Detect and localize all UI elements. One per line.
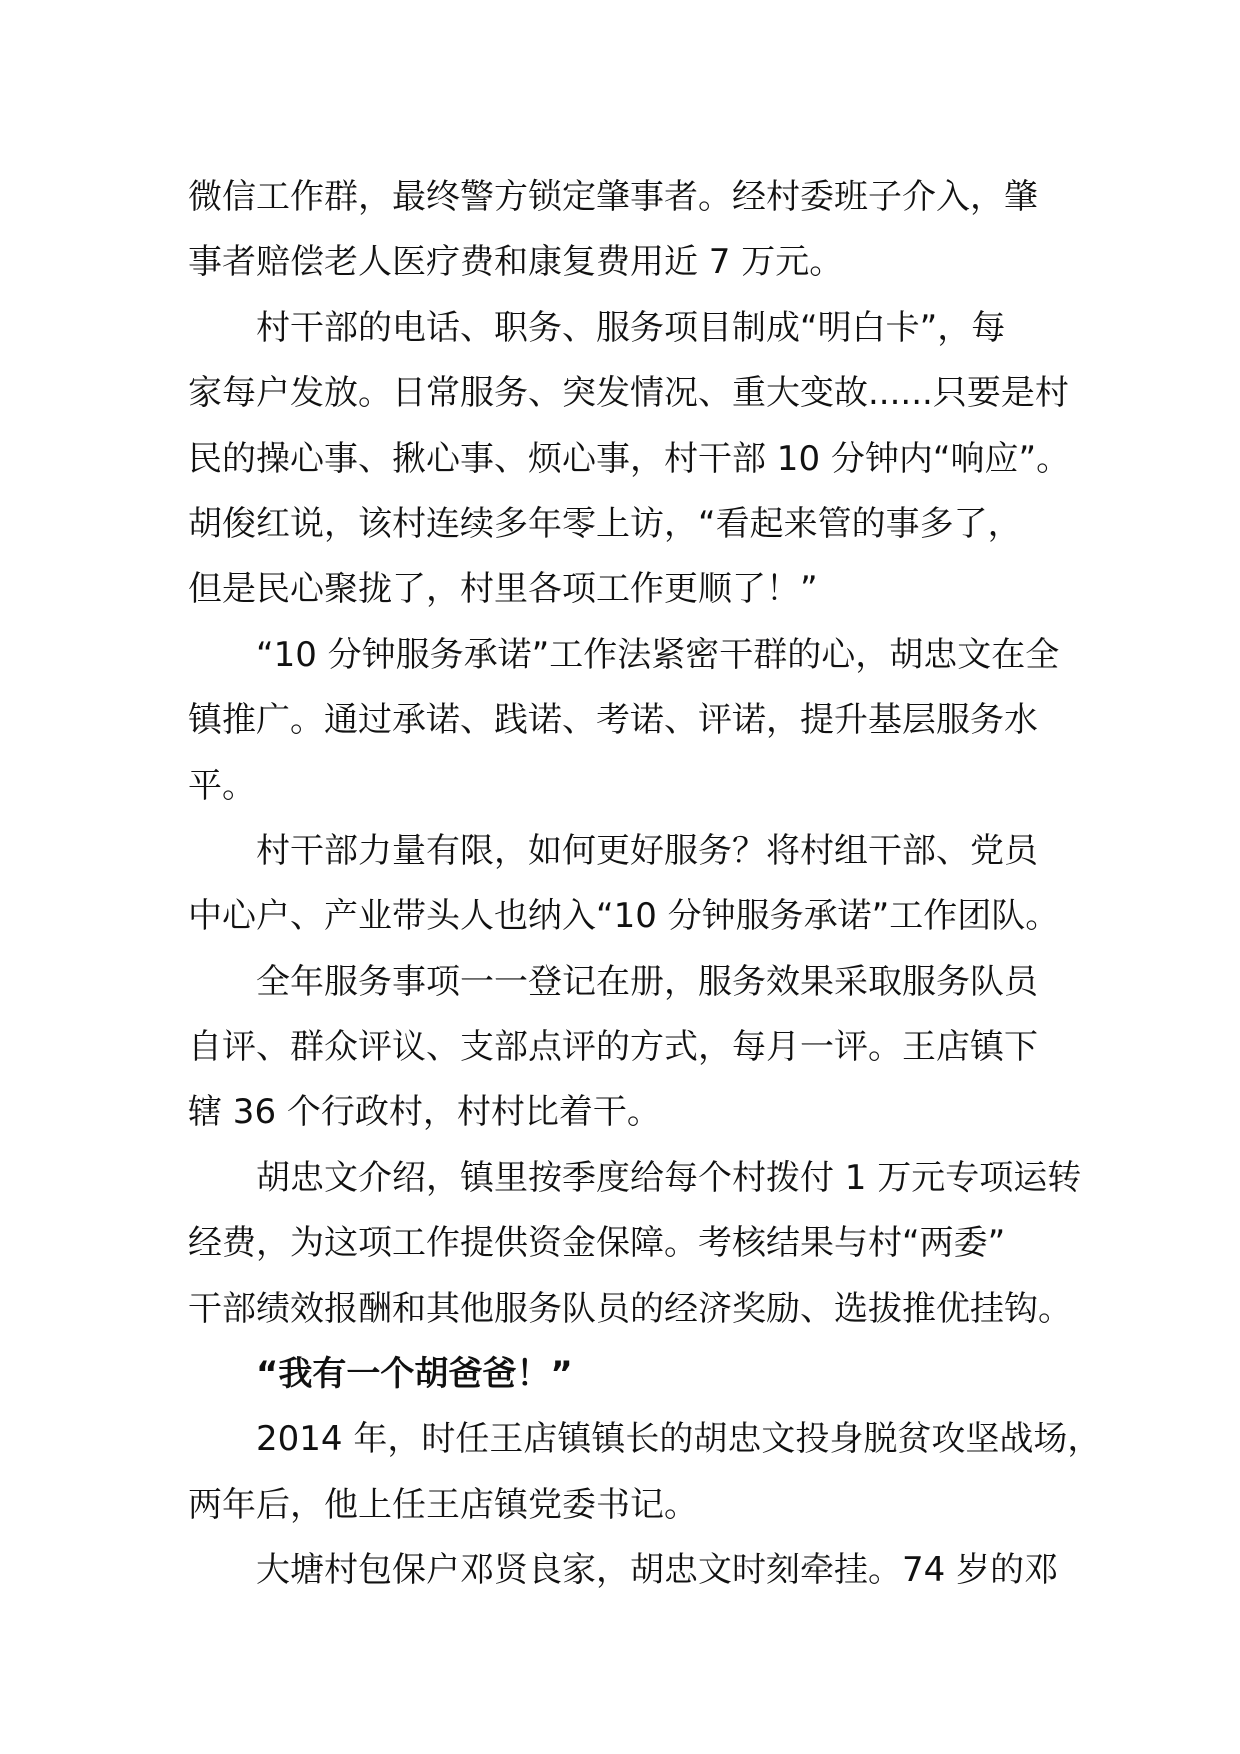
section-heading: “我有一个胡爸爸！” <box>256 1354 573 1395</box>
text-line: 大塘村包保户邓贤良家，胡忠文时刻牵挂。74 岁的邓 <box>256 1550 1059 1591</box>
text-line: 辖 36 个行政村，村村比着干。 <box>188 1092 661 1133</box>
text-line: 但是民心聚拢了，村里各项工作更顺了！” <box>188 569 818 610</box>
text-line: 胡俊红说，该村连续多年零上访，“看起来管的事多了， <box>188 503 1022 544</box>
text-line: 事者赔偿老人医疗费和康复费用近 7 万元。 <box>188 242 844 283</box>
text-line: 家每户发放。日常服务、突发情况、重大变故......只要是村 <box>188 373 1069 414</box>
text-line: 2014 年，时任王店镇镇长的胡忠文投身脱贫攻坚战场， <box>256 1419 1102 1460</box>
text-line: 村干部的电话、职务、服务项目制成“明白卡”，每 <box>256 307 1006 348</box>
text-line: 民的操心事、揪心事、烦心事，村干部 10 分钟内“响应”。 <box>188 438 1071 479</box>
text-line: 微信工作群，最终警方锁定肇事者。经村委班子介入，肇 <box>188 177 1038 217</box>
text-line: 村干部力量有限，如何更好服务？将村组干部、党员 <box>256 830 1038 871</box>
text-line: 两年后，他上任王店镇党委书记。 <box>188 1484 698 1525</box>
text-line: 胡忠文介绍，镇里按季度给每个村拨付 1 万元专项运转 <box>256 1157 1082 1198</box>
text-line: 镇推广。通过承诺、践诺、考诺、评诺，提升基层服务水 <box>188 700 1038 741</box>
text-line: 平。 <box>188 765 256 806</box>
text-line: 经费，为这项工作提供资金保障。考核结果与村“两委” <box>188 1223 1006 1264</box>
text-line: 干部绩效报酬和其他服务队员的经济奖励、选拔推优挂钩。 <box>188 1288 1072 1329</box>
text-line: “10 分钟服务承诺”工作法紧密干群的心，胡忠文在全 <box>256 634 1060 675</box>
article-body <box>188 165 1102 1604</box>
text-line: 自评、群众评议、支部点评的方式，每月一评。王店镇下 <box>188 1027 1038 1068</box>
text-line: 中心户、产业带头人也纳入“10 分钟服务承诺”工作团队。 <box>188 896 1060 937</box>
text-line: 全年服务事项一一登记在册，服务效果采取服务队员 <box>256 961 1038 1002</box>
